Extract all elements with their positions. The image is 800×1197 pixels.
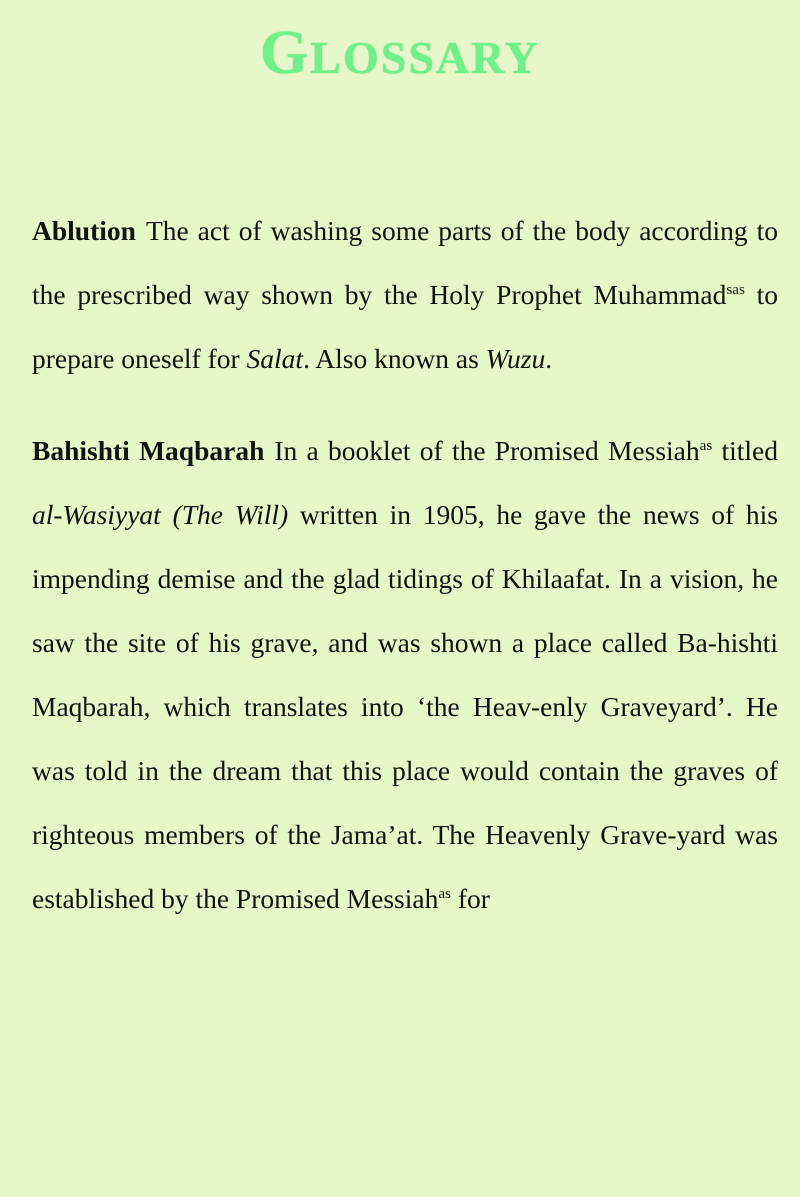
page-title: [0, 0, 800, 89]
page-title-rest: LOSSARY: [310, 32, 540, 83]
italic-text: Salat: [246, 343, 304, 374]
page-title-initial: G: [260, 19, 311, 87]
glossary-term: Ablution: [32, 215, 136, 246]
glossary-entry-ablution: [32, 199, 778, 391]
glossary-entries: [0, 199, 800, 931]
glossary-definition: The act of washing some parts of the body according to the prescribed way shown by the Holy Prophet Muhammad$^{sas}$ to prepare oneself for Salat. Also known as Wuzu.: [32, 215, 778, 374]
italic-text: Wuzu: [485, 343, 546, 374]
honorific-superscript: as: [438, 885, 451, 902]
honorific-superscript: sas: [726, 281, 745, 298]
honorific-superscript: as: [699, 437, 713, 454]
glossary-definition: In a booklet of the Promised Messiah$^{as}$ titled al-Wasiyyat (The Will) written in 1905, he gave the news of his impending demise and the glad tidings of Khilaafat. In a vision, he saw the site of his grave, and was shown a place called Ba-hishti Maqbarah, which translates into ‘the Heav-enly Graveyard’. He was told in the dream that this place would contain the graves of righteous members of the Jama’at. The Heavenly Grave-yard was established by the Promised Messiah$^{as}$ for: [32, 434, 779, 914]
italic-text: al-Wasiyyat (The Will): [32, 498, 289, 530]
glossary-term: Bahishti Maqbarah: [32, 434, 265, 466]
glossary-entry-bahishti-maqbarah: [32, 419, 778, 931]
